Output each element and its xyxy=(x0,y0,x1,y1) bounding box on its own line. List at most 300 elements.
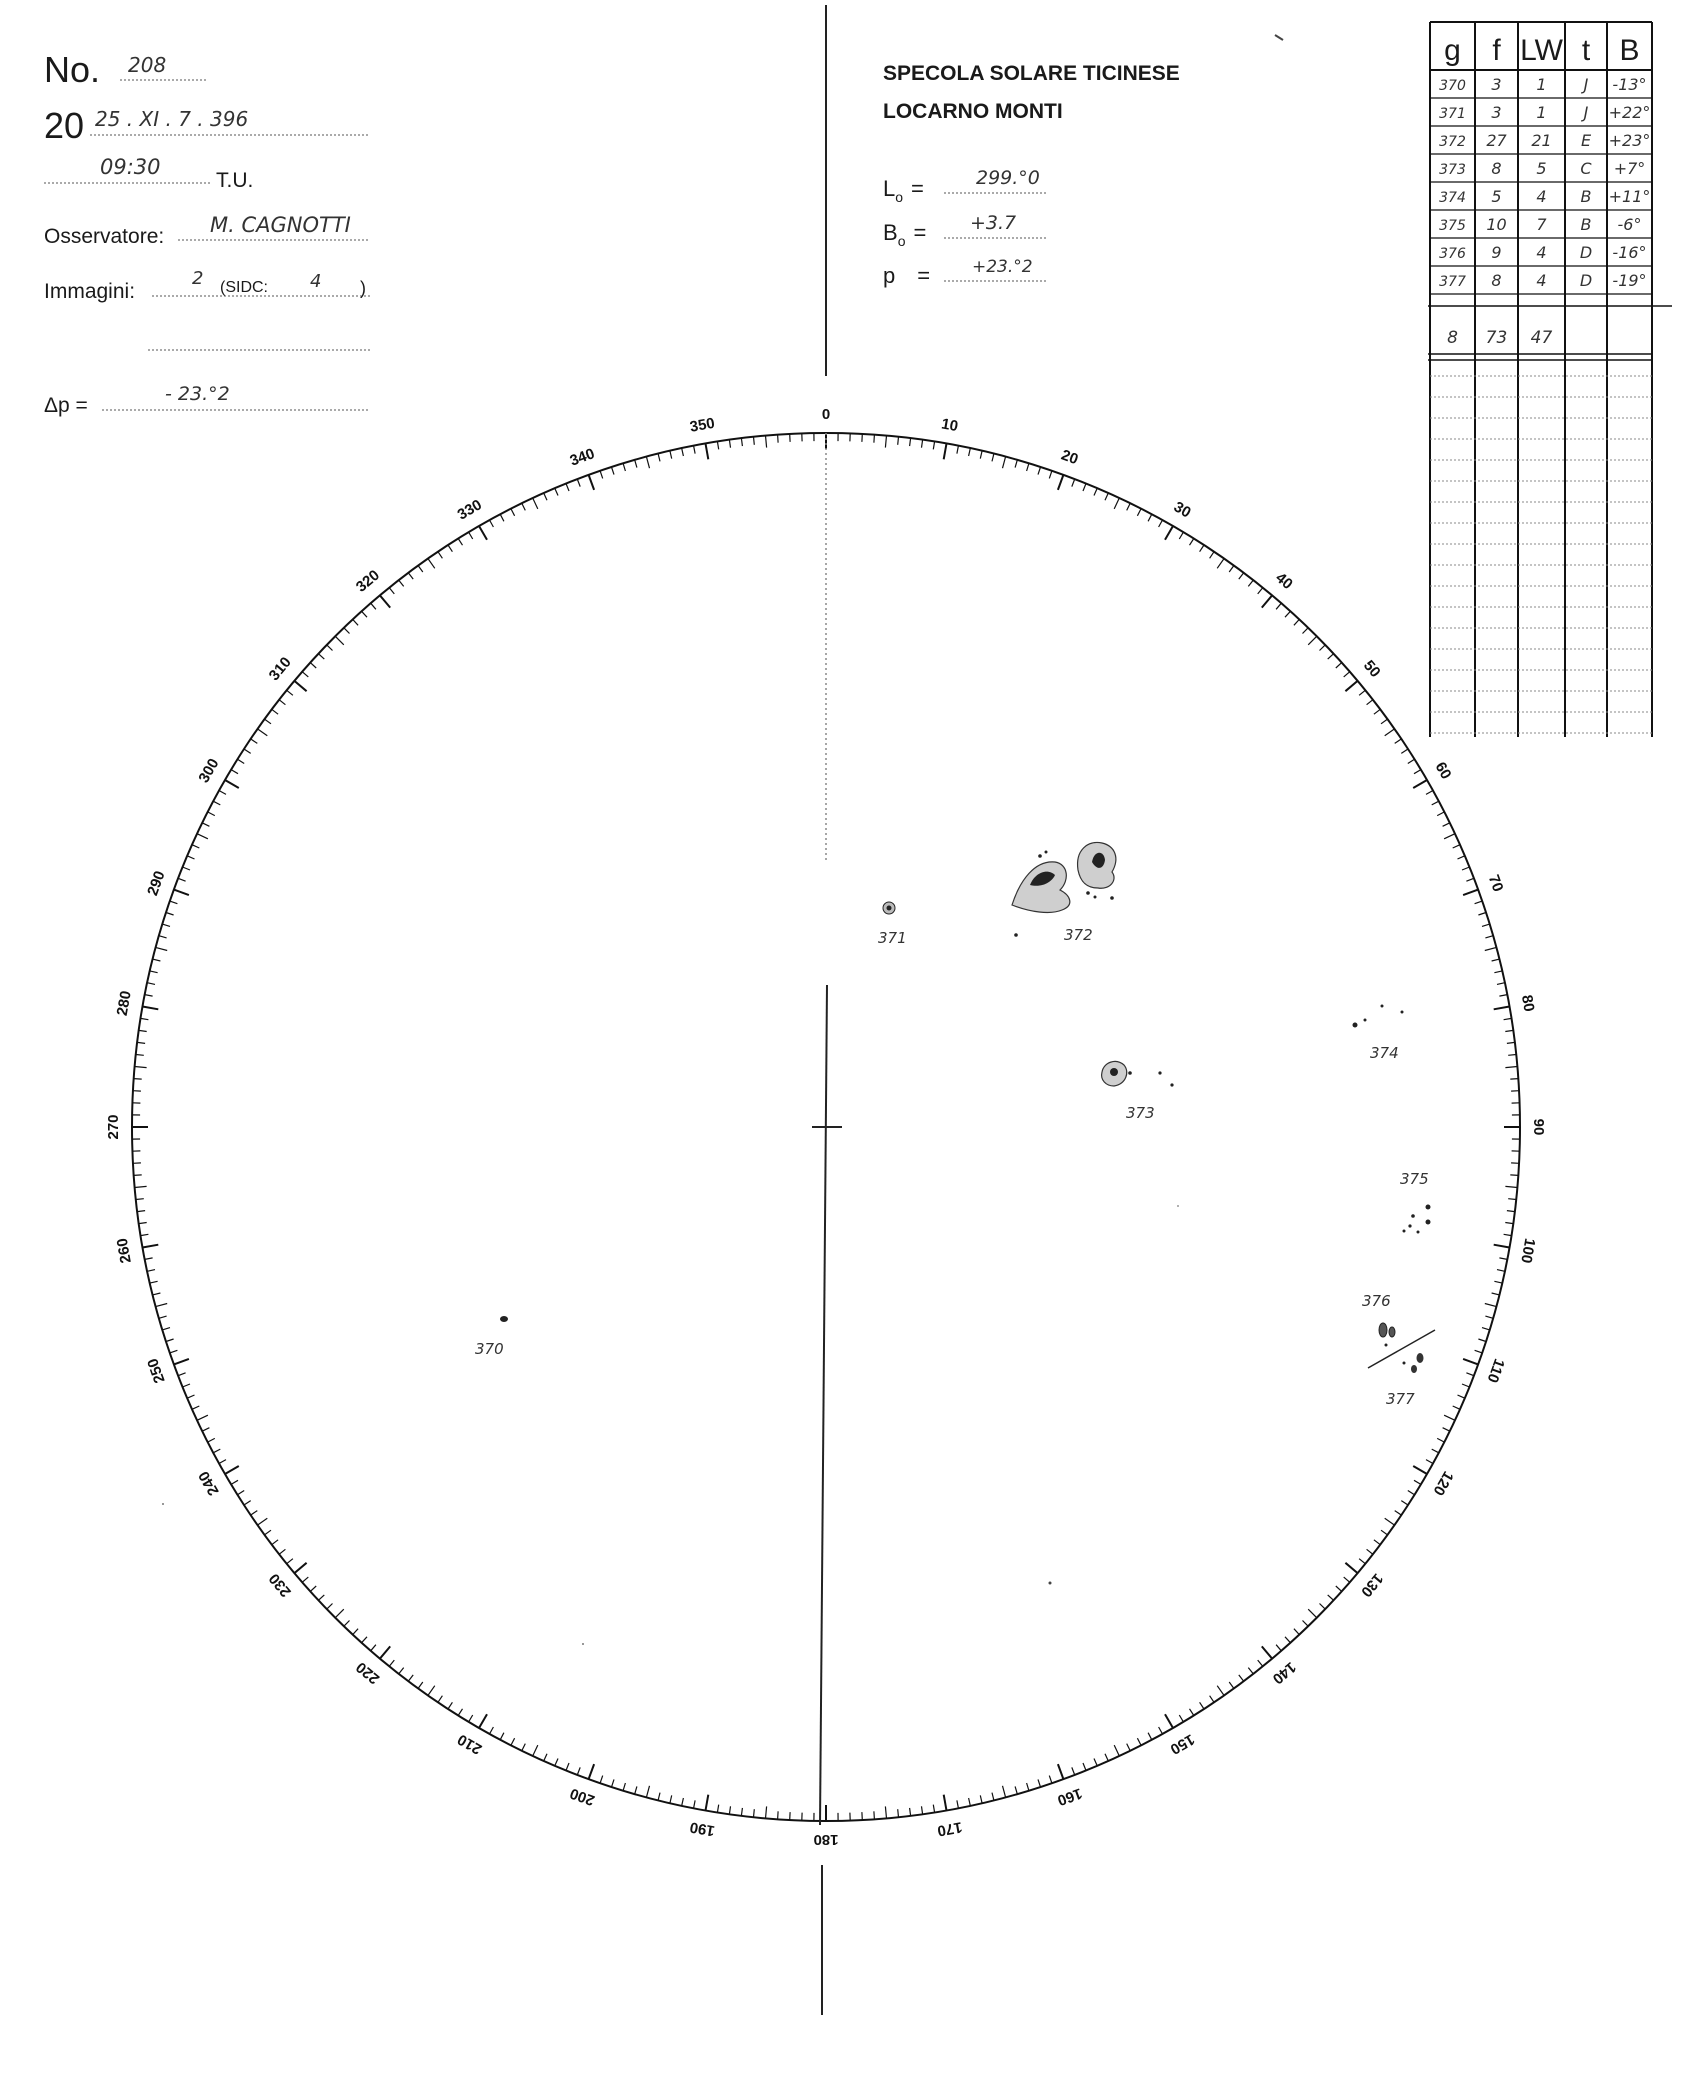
degree-tick xyxy=(910,438,911,446)
degree-tick xyxy=(1414,1480,1421,1484)
degree-tick xyxy=(162,1328,170,1330)
degree-tick xyxy=(418,1682,423,1689)
degree-tick xyxy=(145,995,153,997)
table-cell: 4 xyxy=(1536,243,1547,262)
degree-tick xyxy=(197,1415,208,1420)
degree-tick xyxy=(1475,901,1483,904)
degree-tick xyxy=(944,444,947,460)
degree-tick xyxy=(1165,1714,1173,1728)
degree-tick xyxy=(992,454,994,462)
table-cell: E xyxy=(1580,131,1592,150)
degree-tick xyxy=(251,739,258,744)
spot-375-5 xyxy=(1403,1230,1406,1233)
observer-value: M. CAGNOTTI xyxy=(210,213,351,237)
degree-tick xyxy=(170,901,178,904)
degree-tick xyxy=(1137,509,1141,516)
degree-tick xyxy=(511,509,515,516)
sunspot-group-376 xyxy=(1362,1292,1395,1347)
degree-tick xyxy=(143,1245,159,1248)
table-cell: -16° xyxy=(1612,243,1647,262)
degree-label: 0 xyxy=(821,405,831,423)
degree-tick xyxy=(1443,823,1450,827)
degree-tick xyxy=(1492,959,1500,961)
sidc-value: 4 xyxy=(310,271,322,292)
degree-tick xyxy=(1072,479,1075,487)
degree-tick xyxy=(511,1738,515,1745)
table-cell: J xyxy=(1583,75,1589,94)
degree-tick xyxy=(754,437,755,445)
degree-tick xyxy=(1437,812,1444,816)
degree-tick xyxy=(1492,1293,1500,1295)
degree-tick xyxy=(1105,493,1108,500)
degree-tick xyxy=(170,1350,178,1353)
degree-label: 70 xyxy=(1484,872,1507,895)
param-B0-value: +3.7 xyxy=(970,212,1017,234)
header-block xyxy=(44,49,370,417)
degree-tick xyxy=(1505,1186,1517,1187)
degree-tick xyxy=(670,451,672,459)
degree-tick xyxy=(1328,654,1334,659)
degree-tick xyxy=(1248,1668,1253,1674)
degree-tick xyxy=(1395,1511,1402,1516)
degree-tick xyxy=(1426,791,1433,795)
sunspot-group-374 xyxy=(1353,1005,1404,1063)
degree-tick xyxy=(1285,1637,1290,1643)
degree-tick xyxy=(1463,890,1478,896)
table-cell: B xyxy=(1580,215,1592,234)
degree-tick xyxy=(219,1460,226,1464)
degree-tick xyxy=(1466,878,1474,881)
degree-tick xyxy=(1094,1759,1097,1766)
group-label-374: 374 xyxy=(1370,1044,1399,1062)
observatory-line2: LOCARNO MONTI xyxy=(883,100,1063,123)
degree-tick xyxy=(1499,995,1507,997)
degree-label: 110 xyxy=(1483,1356,1508,1385)
degree-tick xyxy=(1127,1744,1131,1751)
degree-tick xyxy=(1485,936,1493,938)
degree-tick xyxy=(1258,1660,1263,1666)
dot-373-2 xyxy=(1158,1071,1161,1074)
degree-tick xyxy=(147,1270,155,1272)
degree-tick xyxy=(143,1007,159,1010)
degree-tick xyxy=(428,559,435,569)
degree-tick xyxy=(1504,1234,1512,1235)
degree-tick xyxy=(1344,672,1350,677)
degree-tick xyxy=(1165,526,1173,540)
degree-tick xyxy=(156,947,168,950)
degree-tick xyxy=(389,588,394,594)
dp-value: - 23.°2 xyxy=(165,383,230,405)
degree-tick xyxy=(238,759,245,763)
degree-tick xyxy=(1453,845,1460,848)
degree-tick xyxy=(1200,545,1204,552)
degree-tick xyxy=(1303,628,1309,634)
degree-tick xyxy=(922,440,923,448)
degree-tick xyxy=(438,1696,443,1703)
degree-tick xyxy=(1510,1079,1518,1080)
degree-label: 40 xyxy=(1272,569,1296,594)
degree-tick xyxy=(1508,1055,1516,1056)
degree-tick xyxy=(479,526,487,540)
degree-tick xyxy=(362,611,367,617)
table-cell: -19° xyxy=(1612,271,1647,290)
degree-tick xyxy=(178,1373,186,1376)
degree-label: 90 xyxy=(1530,1118,1548,1136)
degree-tick xyxy=(135,1186,147,1187)
degree-tick xyxy=(145,1258,153,1260)
spot-375-3 xyxy=(1411,1214,1415,1218)
degree-tick xyxy=(1505,1030,1513,1031)
degree-tick xyxy=(1114,1745,1119,1756)
degree-tick xyxy=(1003,457,1006,469)
sunspot-group-372 xyxy=(1012,842,1116,944)
umbra-371 xyxy=(887,906,892,911)
degree-tick xyxy=(1458,856,1465,859)
spot-374-3 xyxy=(1381,1005,1384,1008)
degree-tick xyxy=(1505,1223,1513,1224)
degree-tick xyxy=(623,463,625,471)
degree-tick xyxy=(1485,947,1497,950)
param-p-label: p = xyxy=(883,263,931,288)
degree-tick xyxy=(980,451,982,459)
sunspot-group-371 xyxy=(878,902,907,947)
degree-tick xyxy=(1114,498,1119,509)
degree-tick xyxy=(1083,1763,1086,1771)
param-B0-label: $B_o$ = xyxy=(883,220,927,249)
degree-tick xyxy=(682,448,684,456)
degree-tick xyxy=(294,681,306,691)
table-cell: B xyxy=(1580,187,1592,206)
degree-tick xyxy=(766,1806,767,1818)
degree-tick xyxy=(969,448,971,456)
degree-tick xyxy=(141,1018,149,1019)
dot-373-3 xyxy=(1170,1083,1173,1086)
degree-tick xyxy=(1262,1646,1272,1658)
table-cell: 8 xyxy=(1491,271,1502,290)
degree-tick xyxy=(287,1559,293,1564)
degree-tick xyxy=(1262,595,1272,607)
degree-tick xyxy=(178,878,186,881)
degree-tick xyxy=(1285,611,1290,617)
degree-tick xyxy=(933,442,934,450)
degree-label: 120 xyxy=(1429,1468,1457,1499)
degree-tick xyxy=(294,1563,306,1573)
degree-tick xyxy=(600,471,603,479)
degree-tick xyxy=(1497,983,1505,985)
param-p-value: +23.°2 xyxy=(972,257,1033,277)
degree-tick xyxy=(729,440,730,448)
degree-tick xyxy=(258,1518,268,1525)
degree-tick xyxy=(1494,971,1502,973)
degree-tick xyxy=(717,442,718,450)
degree-tick xyxy=(344,628,350,634)
degree-tick xyxy=(1276,603,1281,609)
degree-tick xyxy=(1478,913,1486,916)
degree-tick xyxy=(1414,770,1421,774)
degree-tick xyxy=(1038,467,1041,475)
table-cell: 374 xyxy=(1439,190,1466,206)
degree-tick xyxy=(202,823,209,827)
degree-tick xyxy=(1494,1245,1510,1248)
degree-label: 220 xyxy=(352,1658,384,1688)
degree-tick xyxy=(694,1800,696,1808)
spot-377-2 xyxy=(1411,1365,1417,1373)
degree-tick xyxy=(766,436,767,448)
degree-tick xyxy=(1510,1175,1518,1176)
degree-tick xyxy=(458,1709,462,1716)
degree-label: 200 xyxy=(567,1784,597,1809)
degree-tick xyxy=(147,983,155,985)
degree-tick xyxy=(156,1304,168,1307)
degree-tick xyxy=(279,700,285,705)
degree-tick xyxy=(1494,1281,1502,1283)
degree-tick xyxy=(1482,1328,1490,1330)
degree-tick xyxy=(922,1806,923,1814)
degree-tick xyxy=(272,1540,278,1545)
degree-tick xyxy=(244,749,251,753)
degree-label: 280 xyxy=(113,989,135,1018)
group-label-376: 376 xyxy=(1362,1292,1391,1310)
degree-tick xyxy=(533,1745,538,1756)
degree-tick xyxy=(1303,1621,1309,1627)
spot-375-4 xyxy=(1408,1224,1411,1227)
degree-tick xyxy=(469,532,473,539)
degree-tick xyxy=(1210,1696,1215,1703)
degree-label: 190 xyxy=(688,1818,717,1840)
dot-372-4 xyxy=(1094,896,1097,899)
degree-tick xyxy=(1328,1595,1334,1600)
table-cell: 10 xyxy=(1486,215,1507,234)
degree-tick xyxy=(183,867,191,870)
degree-tick xyxy=(187,856,194,859)
degree-label: 10 xyxy=(939,415,960,436)
degree-tick xyxy=(353,619,358,625)
degree-tick xyxy=(1127,503,1131,510)
table-cell: 375 xyxy=(1439,218,1466,234)
degree-tick xyxy=(1308,636,1317,645)
degree-tick xyxy=(1345,681,1357,691)
degree-tick xyxy=(1395,739,1402,744)
degree-tick xyxy=(265,1530,272,1535)
table-header-cell: f xyxy=(1492,34,1501,67)
table-header-cell: B xyxy=(1619,34,1640,67)
table-cell: +11° xyxy=(1608,187,1651,206)
observatory-line1: SPECOLA SOLARE TICINESE xyxy=(883,62,1180,85)
sunspot-group-table xyxy=(1428,22,1672,737)
degree-tick xyxy=(380,1646,390,1658)
table-cell: C xyxy=(1580,159,1592,178)
degree-tick xyxy=(1408,1491,1415,1495)
scan-speck xyxy=(1275,35,1283,40)
degree-tick xyxy=(1413,780,1427,788)
degree-tick xyxy=(310,663,316,668)
dot-373-1 xyxy=(1128,1071,1132,1075)
degree-tick xyxy=(992,1793,994,1801)
degree-tick xyxy=(706,1795,709,1811)
degree-tick xyxy=(500,514,504,521)
degree-tick xyxy=(134,1079,142,1080)
degree-tick xyxy=(1258,588,1263,594)
degree-tick xyxy=(717,1805,718,1813)
degree-tick xyxy=(1320,645,1326,651)
degree-label: 340 xyxy=(567,445,597,470)
degree-tick xyxy=(1015,460,1017,468)
degree-tick xyxy=(183,1384,191,1387)
degree-tick xyxy=(1505,1067,1517,1068)
degree-tick xyxy=(1049,1776,1052,1784)
degree-tick xyxy=(1229,566,1234,573)
degree-tick xyxy=(522,503,526,510)
table-header-cell: t xyxy=(1581,34,1591,67)
no-label: No. xyxy=(44,49,101,90)
degree-tick xyxy=(635,1786,637,1794)
ephemeris-params xyxy=(883,167,1046,288)
degree-tick xyxy=(778,1811,779,1819)
degree-tick xyxy=(380,595,390,607)
table-cell: 373 xyxy=(1439,162,1466,178)
degree-tick xyxy=(137,1042,145,1043)
degree-tick xyxy=(694,446,696,454)
degree-tick xyxy=(362,1637,367,1643)
degree-tick xyxy=(1359,1559,1365,1564)
sunspot-group-375 xyxy=(1400,1170,1431,1234)
degree-tick xyxy=(1367,700,1373,705)
degree-tick xyxy=(1359,690,1365,695)
degree-label: 260 xyxy=(113,1236,135,1265)
degree-tick xyxy=(141,1234,149,1235)
degree-tick xyxy=(1027,1783,1029,1791)
dp-label: Δp = xyxy=(44,394,88,417)
degree-label: 130 xyxy=(1357,1569,1387,1601)
group-separator-line xyxy=(1368,1330,1435,1368)
degree-tick xyxy=(1499,1258,1507,1260)
degree-tick xyxy=(1038,1779,1041,1787)
time-unit: T.U. xyxy=(216,169,254,192)
degree-tick xyxy=(318,1595,324,1600)
degree-tick xyxy=(1049,471,1052,479)
degree-tick xyxy=(577,1767,580,1775)
spot-376-3 xyxy=(1385,1344,1388,1347)
degree-tick xyxy=(302,672,308,677)
degree-tick xyxy=(957,446,959,454)
table-cell: 377 xyxy=(1439,274,1466,290)
dot-372-1 xyxy=(1038,854,1042,858)
degree-label: 60 xyxy=(1431,759,1455,783)
degree-tick xyxy=(279,1549,285,1554)
degree-tick xyxy=(1444,1415,1455,1420)
group-label-371: 371 xyxy=(878,929,907,947)
table-cell: +23° xyxy=(1608,131,1651,150)
table-cell: 5 xyxy=(1491,187,1502,206)
degree-tick xyxy=(137,1211,145,1212)
table-cell: 370 xyxy=(1439,78,1466,94)
degree-tick xyxy=(1276,1645,1281,1651)
degree-tick xyxy=(197,834,208,839)
degree-tick xyxy=(646,457,649,469)
degree-tick xyxy=(213,1449,220,1453)
degree-tick xyxy=(335,1609,344,1618)
degree-tick xyxy=(600,1776,603,1784)
degree-tick xyxy=(389,1660,394,1666)
degree-tick xyxy=(635,460,637,468)
degree-tick xyxy=(1475,1350,1483,1353)
degree-tick xyxy=(1239,573,1244,579)
degree-tick xyxy=(399,580,404,586)
degree-tick xyxy=(371,1645,376,1651)
table-cell: 376 xyxy=(1439,246,1466,262)
degree-tick xyxy=(1190,539,1194,546)
table-cell: 1 xyxy=(1536,103,1547,122)
dot-372-6 xyxy=(1014,933,1018,937)
table-cell: 7 xyxy=(1536,215,1547,234)
degree-tick xyxy=(1385,1518,1395,1525)
degree-tick xyxy=(1345,1563,1357,1573)
degree-tick xyxy=(1413,1466,1427,1474)
spot-374-2 xyxy=(1364,1019,1367,1022)
degree-tick xyxy=(1462,1384,1470,1387)
group-label-373: 373 xyxy=(1126,1104,1155,1122)
year-prefix: 20 xyxy=(44,105,85,146)
date-value: 25 . XI . 7 . 396 xyxy=(95,107,249,131)
degree-tick xyxy=(1336,663,1342,668)
degree-tick xyxy=(623,1783,625,1791)
degree-tick xyxy=(1374,1540,1380,1545)
degree-tick xyxy=(287,690,293,695)
degree-tick xyxy=(778,435,779,443)
degree-tick xyxy=(1401,1501,1408,1505)
degree-label: 310 xyxy=(265,653,295,685)
degree-tick xyxy=(1494,1007,1510,1010)
dot-372-5 xyxy=(1110,896,1114,900)
table-cell: 8 xyxy=(1491,159,1502,178)
sunspot-group-370 xyxy=(475,1316,508,1358)
degree-tick xyxy=(202,1428,209,1432)
group-label-377: 377 xyxy=(1386,1390,1415,1408)
degree-tick xyxy=(1367,1549,1373,1554)
degree-tick xyxy=(1027,463,1029,471)
degree-tick xyxy=(187,1395,194,1398)
degree-label: 180 xyxy=(813,1831,839,1849)
param-L0-label: $L_o$ = xyxy=(883,176,924,205)
degree-label: 300 xyxy=(195,755,223,786)
degree-tick xyxy=(208,812,215,816)
degree-tick xyxy=(898,1809,899,1817)
degree-tick xyxy=(174,1359,189,1365)
degree-tick xyxy=(231,770,238,774)
degree-tick xyxy=(658,1793,660,1801)
degree-tick xyxy=(533,498,538,509)
degree-tick xyxy=(1443,1428,1450,1432)
degree-tick xyxy=(166,913,174,916)
degree-tick xyxy=(136,1199,144,1200)
degree-tick xyxy=(213,801,220,805)
degree-tick xyxy=(1507,1042,1515,1043)
sunspot-group-377 xyxy=(1386,1353,1424,1408)
table-cell: 5 xyxy=(1536,159,1547,178)
table-total-cell: 47 xyxy=(1530,328,1553,348)
degree-tick xyxy=(522,1744,526,1751)
degree-tick xyxy=(302,1577,308,1582)
degree-tick xyxy=(318,654,324,659)
degree-tick xyxy=(1432,801,1439,805)
degree-tick xyxy=(344,1621,350,1627)
degree-tick xyxy=(544,1754,547,1761)
degree-tick xyxy=(1308,1609,1317,1618)
table-cell: 27 xyxy=(1486,131,1507,150)
degree-tick xyxy=(1444,834,1455,839)
degree-label: 160 xyxy=(1055,1784,1085,1809)
spot-375-6 xyxy=(1417,1231,1420,1234)
